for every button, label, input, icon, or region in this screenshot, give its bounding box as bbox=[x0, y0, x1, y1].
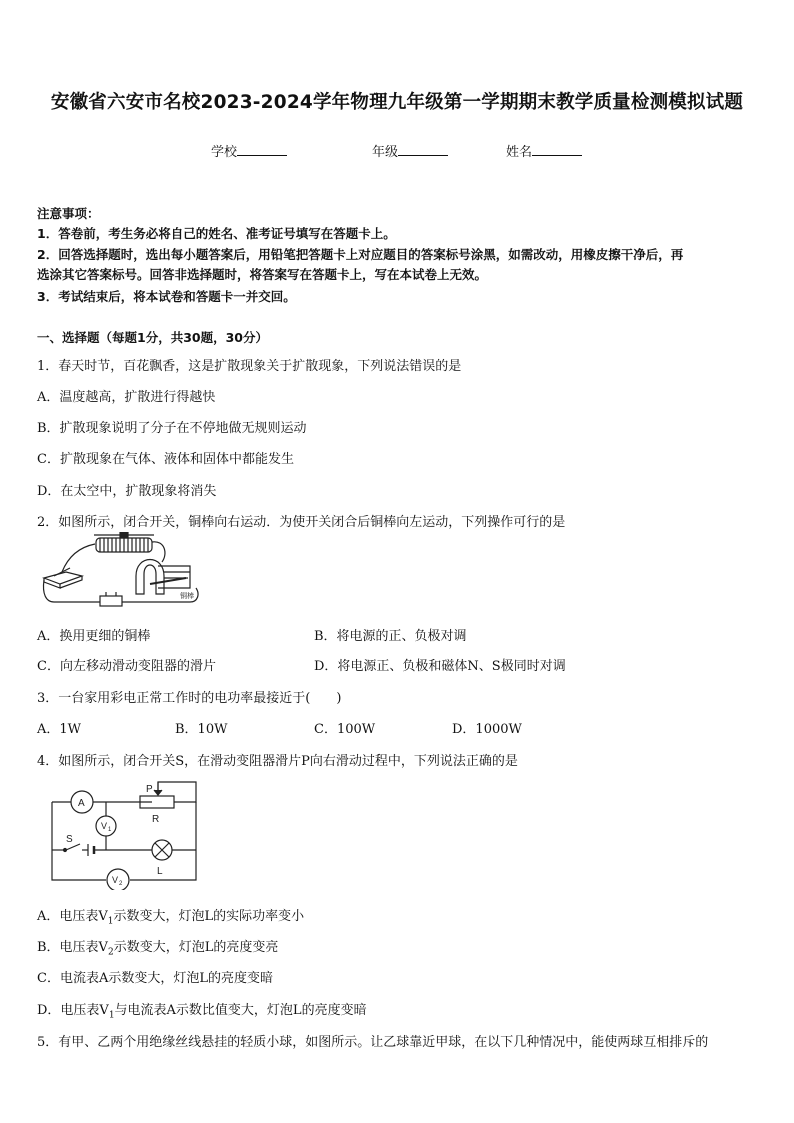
school-label: 学校 bbox=[211, 145, 238, 160]
q4-a-text1: A．电压表V bbox=[37, 909, 108, 924]
notice-item-3: 3．考试结束后，将本试卷和答题卡一并交回。 bbox=[37, 289, 296, 304]
q2-option-c: C．向左移动滑动变阻器的滑片 bbox=[37, 659, 216, 674]
q4-option-c: C．电流表A示数变大，灯泡L的亮度变暗 bbox=[37, 971, 273, 986]
q2-stem: 2．如图所示，闭合开关，铜棒向右运动．为使开关闭合后铜棒向左运动，下列操作可行的是 bbox=[37, 515, 566, 530]
notice-heading: 注意事项： bbox=[37, 206, 100, 221]
grade-label: 年级 bbox=[372, 145, 399, 160]
section-heading: 一、选择题（每题1分，共30题，30分） bbox=[37, 330, 268, 345]
q3-option-a: A．1W bbox=[37, 722, 82, 737]
q3-stem: 3．一台家用彩电正常工作时的电功率最接近于( ) bbox=[37, 691, 342, 706]
q4-rheostat-label: R bbox=[152, 814, 160, 825]
q2-figure-label: 铜棒 bbox=[180, 593, 194, 600]
q2-figure bbox=[40, 532, 205, 612]
name-blank bbox=[532, 143, 582, 156]
q4-circuit-figure bbox=[44, 778, 204, 890]
grade-field bbox=[372, 141, 448, 160]
q4-v2-label: V bbox=[112, 875, 119, 885]
q4-b-text1: B．电压表V bbox=[37, 940, 108, 955]
q4-v1-label: V bbox=[101, 821, 108, 831]
q4-a-sub: 1 bbox=[107, 916, 114, 927]
q4-option-d bbox=[37, 999, 367, 1021]
school-field bbox=[211, 141, 287, 160]
school-blank bbox=[237, 143, 287, 156]
q1-option-b: B．扩散现象说明了分子在不停地做无规则运动 bbox=[37, 421, 307, 436]
notice-item-2a: 2．回答选择题时，选出每小题答案后，用铅笔把答题卡上对应题目的答案标号涂黑，如需改动，用橡皮擦干净后，再 bbox=[37, 247, 684, 262]
q4-switch-label: S bbox=[66, 834, 73, 845]
q2-option-b: B．将电源的正、负极对调 bbox=[314, 629, 467, 644]
q4-v2-sub: 2 bbox=[119, 881, 123, 887]
q3-option-b: B．10W bbox=[175, 722, 228, 737]
q2-option-a: A．换用更细的铜棒 bbox=[37, 629, 151, 644]
q4-d-text1: D．电压表V bbox=[37, 1003, 109, 1018]
notice-item-1: 1．答卷前，考生务必将自己的姓名、准考证号填写在答题卡上。 bbox=[37, 226, 396, 241]
q4-b-text2: 示数变大，灯泡L的亮度变亮 bbox=[113, 940, 279, 955]
q3-option-c: C．100W bbox=[314, 722, 376, 737]
name-label: 姓名 bbox=[506, 145, 533, 160]
q4-b-sub: 2 bbox=[107, 947, 114, 958]
q4-option-a bbox=[37, 905, 304, 927]
q4-slider-label: P bbox=[146, 784, 153, 795]
q4-lamp-label: L bbox=[157, 866, 163, 877]
grade-blank bbox=[398, 143, 448, 156]
q4-d-text2: 与电流表A示数比值变大，灯泡L的亮度变暗 bbox=[114, 1003, 367, 1018]
q4-v1-sub: 1 bbox=[108, 827, 112, 833]
name-field bbox=[506, 141, 582, 160]
q4-option-b bbox=[37, 936, 278, 958]
q1-option-a: A．温度越高，扩散进行得越快 bbox=[37, 390, 216, 405]
q5-stem: 5．有甲、乙两个用绝缘丝线悬挂的轻质小球，如图所示。让乙球靠近甲球，在以下几种情况中，能使两球互相排斥的 bbox=[37, 1035, 709, 1050]
notice-item-2b: 选涂其它答案标号。回答非选择题时，将答案写在答题卡上，写在本试卷上无效。 bbox=[37, 267, 488, 282]
q1-option-d: D．在太空中，扩散现象将消失 bbox=[37, 484, 217, 499]
q4-a-text2: 示数变大，灯泡L的实际功率变小 bbox=[113, 909, 305, 924]
q3-option-d: D．1000W bbox=[452, 722, 522, 737]
q1-stem: 1．春天时节，百花飘香，这是扩散现象关于扩散现象，下列说法错误的是 bbox=[37, 359, 462, 374]
q4-ammeter-label: A bbox=[78, 798, 85, 809]
q4-d-sub: 1 bbox=[108, 1010, 115, 1021]
q2-option-d: D．将电源正、负极和磁体N、S极同时对调 bbox=[314, 659, 566, 674]
q4-stem: 4．如图所示，闭合开关S，在滑动变阻器滑片P向右滑动过程中，下列说法正确的是 bbox=[37, 754, 518, 769]
exam-title: 安徽省六安市名校2023-2024学年物理九年级第一学期期末教学质量检测模拟试题 bbox=[50, 92, 744, 113]
q1-option-c: C．扩散现象在气体、液体和固体中都能发生 bbox=[37, 452, 294, 467]
